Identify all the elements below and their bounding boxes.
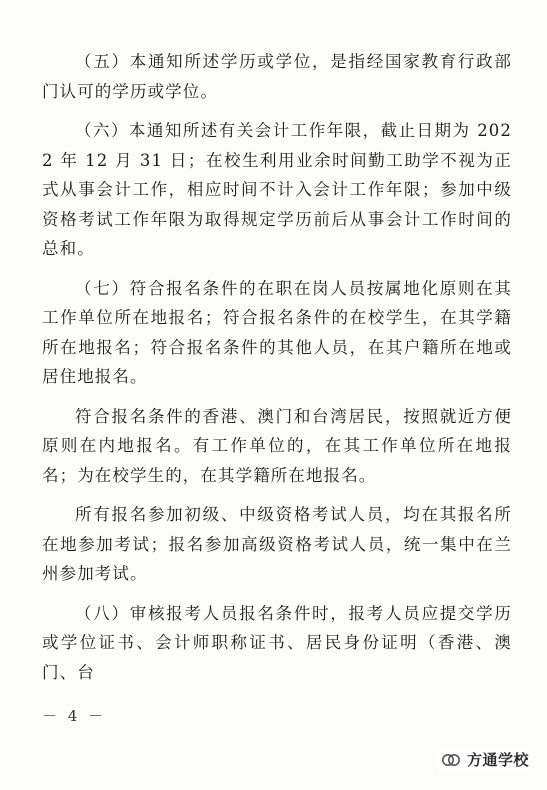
watermark-text: 方通学校 <box>466 751 529 769</box>
document-body <box>42 47 512 697</box>
page-number: － 4 － <box>42 707 107 725</box>
paragraph-hk-mo-tw: 符合报名条件的香港、澳门和台湾居民，按照就近方便原则在内地报名。有工作单位的，在其工作单位所在地报名；为在校学生的，在其学籍所在地报名。 <box>42 406 512 485</box>
paragraph-5: （五）本通知所述学历或学位，是指经国家教育行政部门认可的学历或学位。 <box>42 52 512 101</box>
wechat-channel-icon <box>441 750 461 770</box>
paragraph-8: （八）审核报考人员报名条件时，报考人员应提交学历或学位证书、会计师职称证书、居民身份证明（香港、澳门、台 <box>42 603 512 682</box>
account-watermark <box>437 747 533 772</box>
paragraph-7: （七）符合报名条件的在职在岗人员按属地化原则在其工作单位所在地报名；符合报名条件的在校学生，在其学籍所在地报名；符合报名条件的其他人员，在其户籍所在地或居住地报名。 <box>42 278 512 386</box>
paragraph-6: （六）本通知所述有关会计工作年限，截止日期为 2022 年 12 月 31 日；在校生利用业余时间勤工助学不视为正式从事会计工作，相应时间不计入会计工作年限；参加中级资格考试工作年限为取得规定学历前后从事会计工作时间的总和。 <box>42 121 512 258</box>
paragraph-exam-location: 所有报名参加初级、中级资格考试人员，均在其报名所在地参加考试；报名参加高级资格考试人员，统一集中在兰州参加考试。 <box>42 505 512 583</box>
